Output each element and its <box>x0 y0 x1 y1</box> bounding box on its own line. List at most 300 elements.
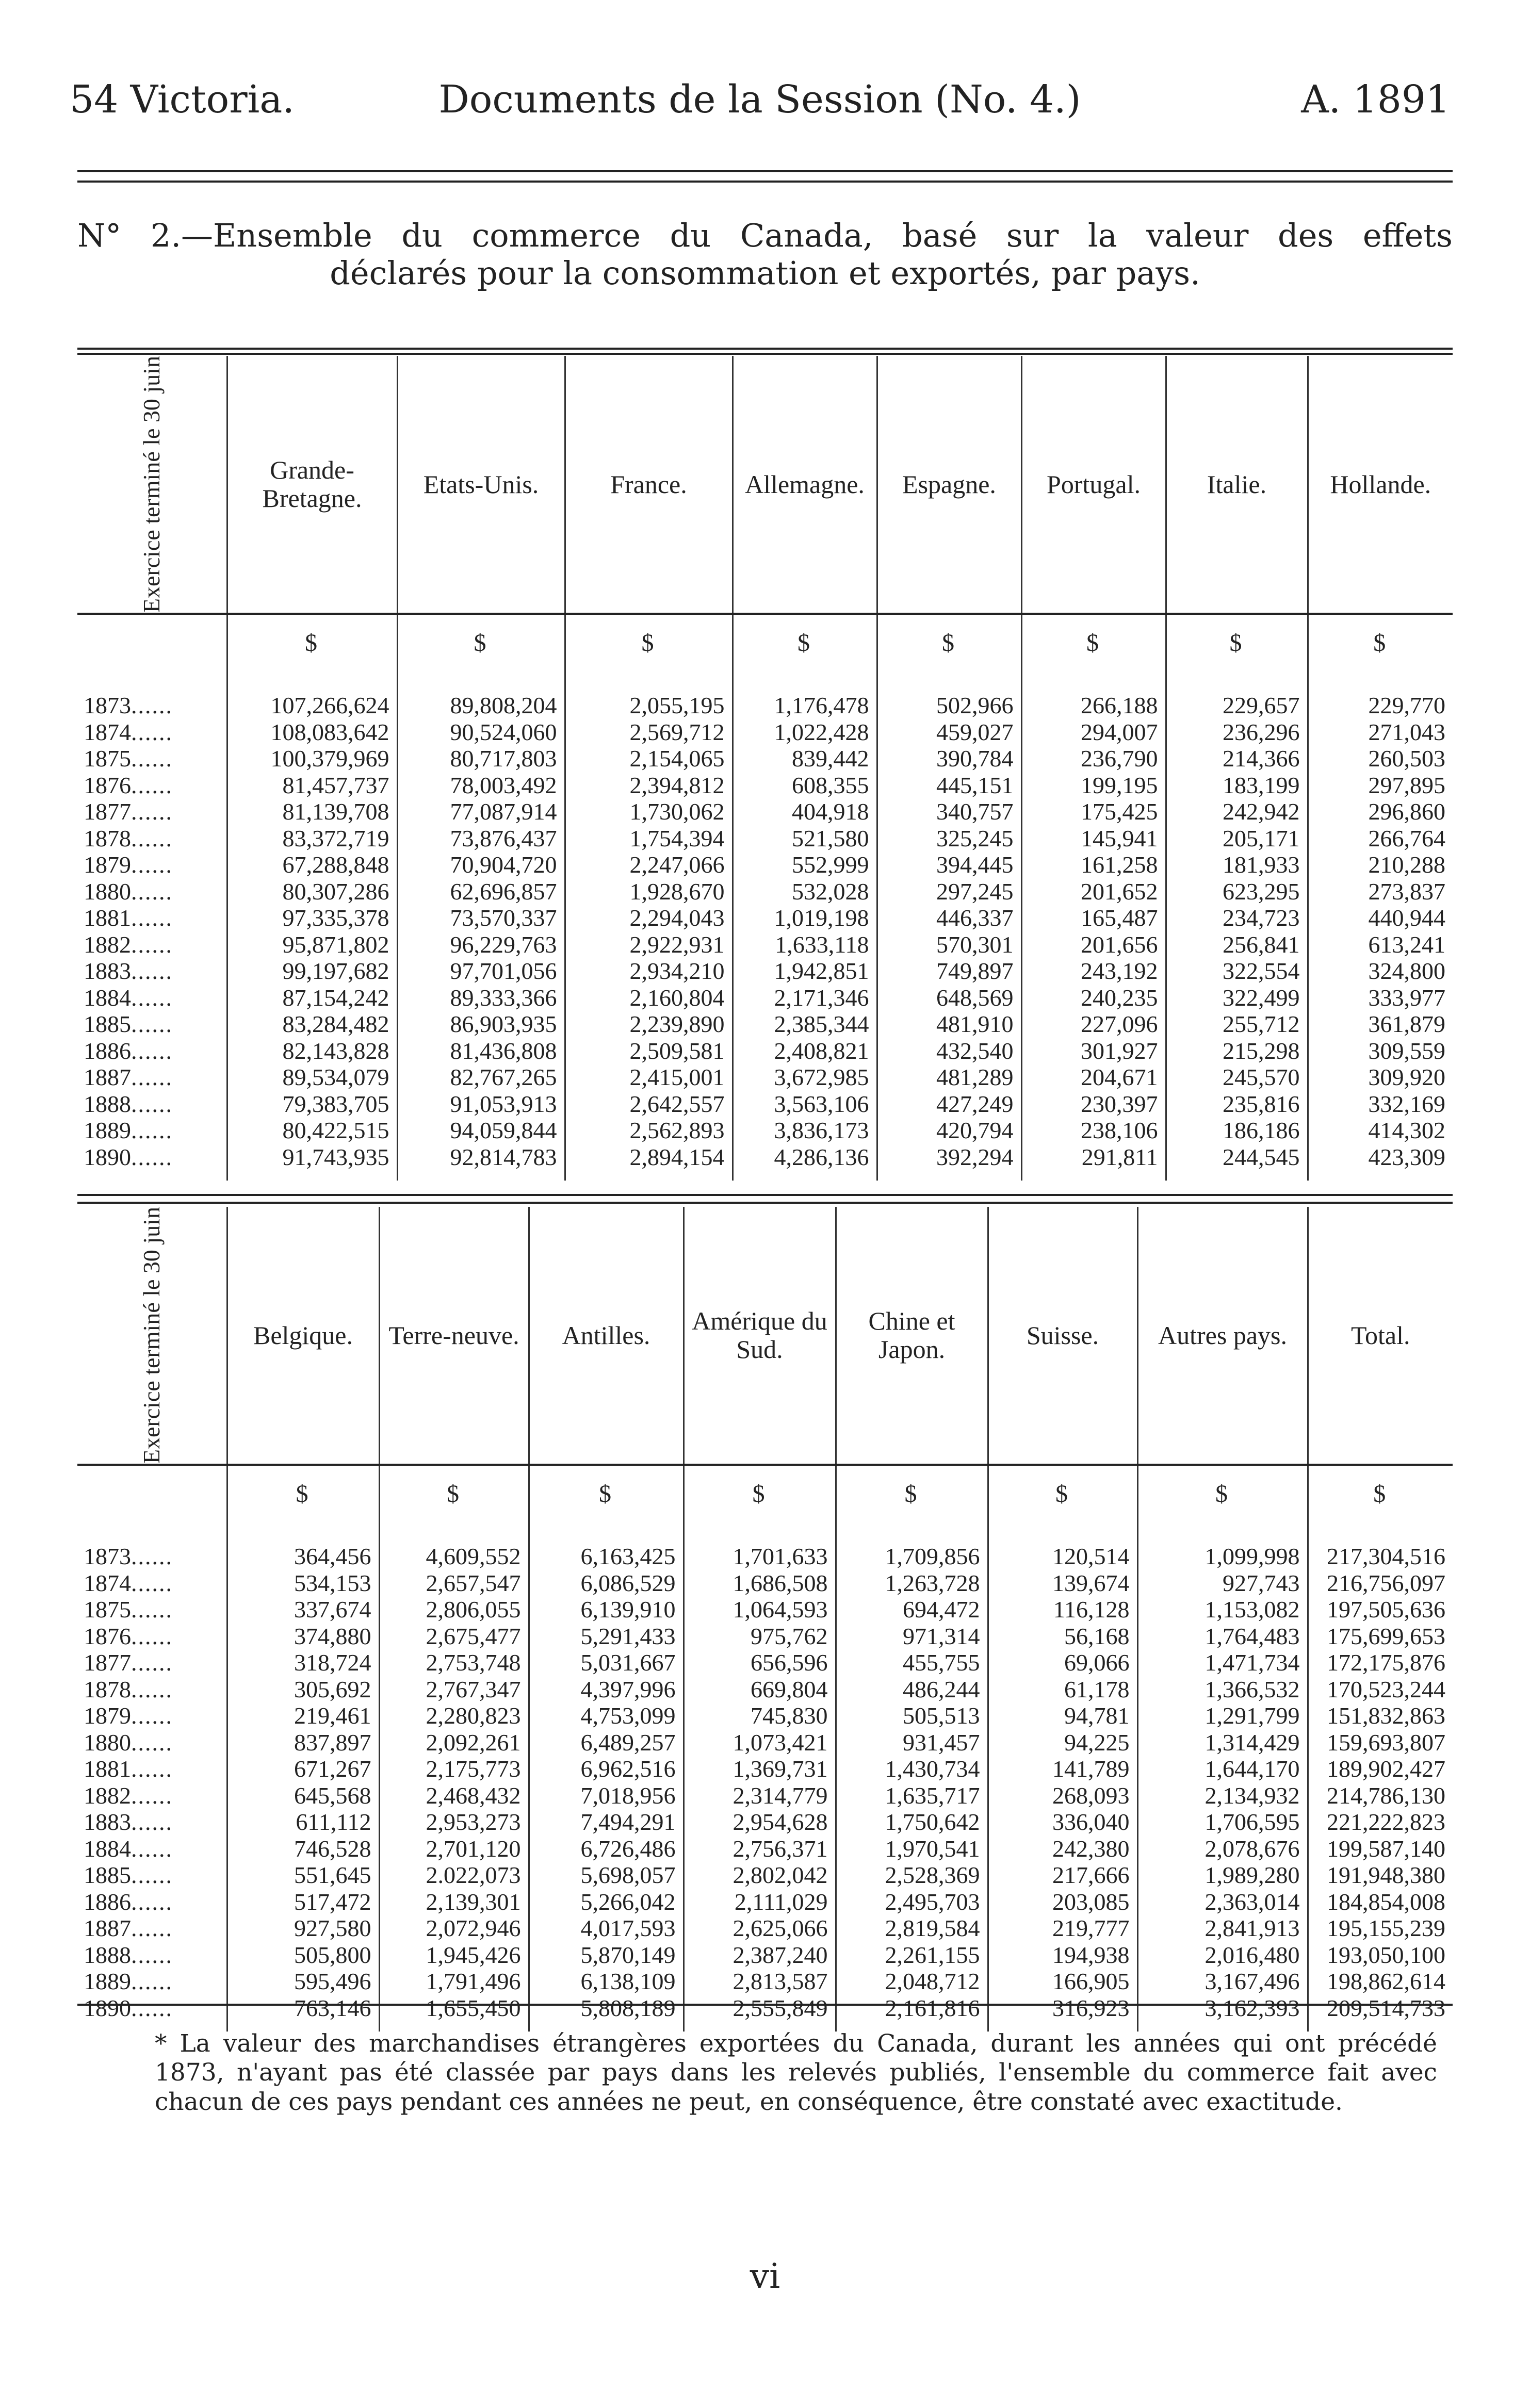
value-cell: 209,514,733 <box>1308 1995 1453 2022</box>
value-cell: 191,948,380 <box>1308 1862 1453 1889</box>
table-row <box>77 1729 1453 1756</box>
currency-symbol: $ <box>1021 614 1166 671</box>
year-cell: 1883...... <box>84 958 173 985</box>
value-cell: 763,146 <box>227 1995 379 2022</box>
value-cell: 2,055,195 <box>565 692 733 719</box>
value-cell: 2,756,371 <box>683 1836 836 1862</box>
value-cell: 4,609,552 <box>379 1543 529 1570</box>
value-cell: 1,928,670 <box>565 878 733 905</box>
header-year: A. 1891 <box>1301 77 1450 122</box>
page-title <box>77 217 1453 292</box>
value-cell: 316,923 <box>988 1995 1137 2022</box>
year-cell: 1877...... <box>84 798 173 825</box>
value-cell: 3,167,496 <box>1137 1968 1308 1995</box>
value-cell: 203,085 <box>988 1889 1137 1915</box>
table-top-rule <box>77 353 1453 355</box>
table-row <box>77 1862 1453 1889</box>
table-row <box>77 851 1453 878</box>
value-cell: 459,027 <box>877 719 1021 746</box>
value-cell: 6,086,529 <box>529 1570 683 1597</box>
header-rule <box>77 170 1453 172</box>
value-cell: 2,415,001 <box>565 1064 733 1091</box>
currency-symbol: $ <box>227 1465 379 1522</box>
value-cell: 266,188 <box>1021 692 1166 719</box>
year-cell: 1880...... <box>84 1729 173 1756</box>
column-header: Autres pays. <box>1137 1207 1308 1465</box>
value-cell: 139,674 <box>988 1570 1137 1597</box>
value-cell: 5,808,189 <box>529 1995 683 2022</box>
value-cell: 197,505,636 <box>1308 1596 1453 1623</box>
year-cell: 1882...... <box>84 1782 173 1809</box>
value-cell: 260,503 <box>1308 745 1453 772</box>
value-cell: 166,905 <box>988 1968 1137 1995</box>
value-cell: 95,871,802 <box>227 931 397 958</box>
year-cell: 1885...... <box>84 1862 173 1889</box>
table-row <box>77 1011 1453 1038</box>
currency-symbol: $ <box>988 1465 1137 1522</box>
value-cell: 2,819,584 <box>836 1915 988 1942</box>
value-cell: 1,970,541 <box>836 1836 988 1862</box>
value-cell: 97,701,056 <box>397 958 565 985</box>
value-cell: 1,754,394 <box>565 825 733 852</box>
value-cell: 361,879 <box>1308 1011 1453 1038</box>
currency-symbol: $ <box>379 1465 529 1522</box>
table-row <box>77 798 1453 825</box>
table-top-rule <box>77 348 1453 350</box>
value-cell: 611,112 <box>227 1809 379 1836</box>
value-cell: 2,753,748 <box>379 1649 529 1676</box>
value-cell: 440,944 <box>1308 905 1453 931</box>
table-row <box>77 958 1453 985</box>
table-row <box>77 931 1453 958</box>
value-cell: 340,757 <box>877 798 1021 825</box>
value-cell: 1,750,642 <box>836 1809 988 1836</box>
value-cell: 1,989,280 <box>1137 1862 1308 1889</box>
value-cell: 2,078,676 <box>1137 1836 1308 1862</box>
currency-symbol: $ <box>227 614 397 671</box>
value-cell: 151,832,863 <box>1308 1702 1453 1729</box>
value-cell: 161,258 <box>1021 851 1166 878</box>
year-cell: 1878...... <box>84 1676 173 1702</box>
value-cell: 4,286,136 <box>733 1144 877 1171</box>
value-cell: 3,563,106 <box>733 1091 877 1118</box>
currency-symbol: $ <box>877 614 1021 671</box>
table-row <box>77 1649 1453 1676</box>
page-header <box>70 77 1450 139</box>
value-cell: 91,743,935 <box>227 1144 397 1171</box>
value-cell: 1,022,428 <box>733 719 877 746</box>
value-cell: 210,288 <box>1308 851 1453 878</box>
value-cell: 656,596 <box>683 1649 836 1676</box>
value-cell: 175,699,653 <box>1308 1623 1453 1650</box>
value-cell: 6,139,910 <box>529 1596 683 1623</box>
value-cell: 2,092,261 <box>379 1729 529 1756</box>
value-cell: 337,674 <box>227 1596 379 1623</box>
value-cell: 86,903,935 <box>397 1011 565 1038</box>
value-cell: 242,380 <box>988 1836 1137 1862</box>
currency-row <box>77 614 1453 671</box>
value-cell: 7,494,291 <box>529 1809 683 1836</box>
value-cell: 229,657 <box>1166 692 1308 719</box>
value-cell: 6,138,109 <box>529 1968 683 1995</box>
value-cell: 837,897 <box>227 1729 379 1756</box>
value-cell: 244,545 <box>1166 1144 1308 1171</box>
value-cell: 181,933 <box>1166 851 1308 878</box>
value-cell: 216,756,097 <box>1308 1570 1453 1597</box>
value-cell: 2,495,703 <box>836 1889 988 1915</box>
value-cell: 3,162,393 <box>1137 1995 1308 2022</box>
value-cell: 505,513 <box>836 1702 988 1729</box>
value-cell: 1,369,731 <box>683 1756 836 1782</box>
value-cell: 242,942 <box>1166 798 1308 825</box>
value-cell: 322,499 <box>1166 985 1308 1011</box>
year-cell: 1888...... <box>84 1090 173 1117</box>
value-cell: 1,635,717 <box>836 1782 988 1809</box>
column-header: Portugal. <box>1021 356 1166 614</box>
value-cell: 175,425 <box>1021 798 1166 825</box>
value-cell: 159,693,807 <box>1308 1729 1453 1756</box>
year-cell: 1876...... <box>84 772 173 798</box>
value-cell: 2,175,773 <box>379 1756 529 1782</box>
value-cell: 1,644,170 <box>1137 1756 1308 1782</box>
value-cell: 205,171 <box>1166 825 1308 852</box>
currency-symbol: $ <box>529 1465 683 1522</box>
value-cell: 324,800 <box>1308 958 1453 985</box>
value-cell: 235,816 <box>1166 1091 1308 1118</box>
value-cell: 305,692 <box>227 1676 379 1703</box>
value-cell: 2,408,821 <box>733 1038 877 1064</box>
value-cell: 1,945,426 <box>379 1942 529 1969</box>
value-cell: 445,151 <box>877 772 1021 799</box>
title-line-1: N° 2.—Ensemble du commerce du Canada, basé sur la valeur des effets <box>77 217 1453 254</box>
value-cell: 309,559 <box>1308 1038 1453 1064</box>
value-cell: 90,524,060 <box>397 719 565 746</box>
value-cell: 2,261,155 <box>836 1942 988 1969</box>
page-number: vi <box>750 2256 780 2296</box>
table-row <box>77 1543 1453 1570</box>
value-cell: 89,534,079 <box>227 1064 397 1091</box>
value-cell: 80,422,515 <box>227 1117 397 1144</box>
value-cell: 3,672,985 <box>733 1064 877 1091</box>
value-cell: 229,770 <box>1308 692 1453 719</box>
table-row <box>77 1623 1453 1650</box>
year-cell: 1883...... <box>84 1809 173 1836</box>
value-cell: 420,794 <box>877 1117 1021 1144</box>
value-cell: 5,031,667 <box>529 1649 683 1676</box>
value-cell: 2,171,346 <box>733 985 877 1011</box>
value-cell: 623,295 <box>1166 878 1308 905</box>
value-cell: 255,712 <box>1166 1011 1308 1038</box>
year-cell: 1881...... <box>84 905 173 931</box>
column-header: Espagne. <box>877 356 1021 614</box>
value-cell: 61,178 <box>988 1676 1137 1703</box>
year-cell: 1875...... <box>84 1596 173 1623</box>
year-cell: 1873...... <box>84 692 173 719</box>
table-row <box>77 825 1453 852</box>
table-separator-rule <box>77 1202 1453 1204</box>
value-cell: 1,073,421 <box>683 1729 836 1756</box>
value-cell: 2,016,480 <box>1137 1942 1308 1969</box>
value-cell: 1,706,595 <box>1137 1809 1308 1836</box>
year-cell: 1878...... <box>84 825 173 851</box>
value-cell: 183,199 <box>1166 772 1308 799</box>
value-cell: 78,003,492 <box>397 772 565 799</box>
value-cell: 87,154,242 <box>227 985 397 1011</box>
value-cell: 79,383,705 <box>227 1091 397 1118</box>
value-cell: 2,387,240 <box>683 1942 836 1969</box>
currency-symbol: $ <box>397 614 565 671</box>
table-row <box>77 878 1453 905</box>
value-cell: 2,953,273 <box>379 1809 529 1836</box>
value-cell: 199,587,140 <box>1308 1836 1453 1862</box>
value-cell: 193,050,100 <box>1308 1942 1453 1969</box>
value-cell: 70,904,720 <box>397 851 565 878</box>
value-cell: 318,724 <box>227 1649 379 1676</box>
value-cell: 204,671 <box>1021 1064 1166 1091</box>
value-cell: 2,934,210 <box>565 958 733 985</box>
value-cell: 392,294 <box>877 1144 1021 1171</box>
value-cell: 2,161,816 <box>836 1995 988 2022</box>
currency-symbol: $ <box>1137 1465 1308 1522</box>
value-cell: 236,790 <box>1021 745 1166 772</box>
value-cell: 1,263,728 <box>836 1570 988 1597</box>
currency-symbol: $ <box>1166 614 1308 671</box>
value-cell: 141,789 <box>988 1756 1137 1782</box>
value-cell: 73,876,437 <box>397 825 565 852</box>
value-cell: 189,902,427 <box>1308 1756 1453 1782</box>
column-header: Terre-neuve. <box>379 1207 529 1465</box>
table-row <box>77 1117 1453 1144</box>
year-cell: 1875...... <box>84 745 173 772</box>
value-cell: 5,870,149 <box>529 1942 683 1969</box>
value-cell: 62,696,857 <box>397 878 565 905</box>
value-cell: 309,920 <box>1308 1064 1453 1091</box>
header-rule <box>77 181 1453 183</box>
table-row <box>77 1915 1453 1942</box>
header-document-title: Documents de la Session (No. 4.) <box>438 77 1081 122</box>
value-cell: 217,666 <box>988 1862 1137 1889</box>
table-row <box>77 1968 1453 1995</box>
value-cell: 336,040 <box>988 1809 1137 1836</box>
value-cell: 120,514 <box>988 1543 1137 1570</box>
footnote: * La valeur des marchandises étrangères exportées du Canada, durant les années qui ont précédé 1873, n'ayant pas été classée par pays dans les relevés publiés, l'ensemble du commerce fait avec chacun de ces pays pendant ces années ne peut, en conséquence, être constaté avec exactitude. <box>155 2029 1437 2116</box>
year-cell: 1874...... <box>84 718 173 745</box>
value-cell: 2,154,065 <box>565 745 733 772</box>
column-header: Amérique du Sud. <box>683 1207 836 1465</box>
value-cell: 927,743 <box>1137 1570 1308 1597</box>
value-cell: 199,195 <box>1021 772 1166 799</box>
value-cell: 214,786,130 <box>1308 1782 1453 1809</box>
value-cell: 2,239,890 <box>565 1011 733 1038</box>
value-cell: 6,962,516 <box>529 1756 683 1782</box>
value-cell: 56,168 <box>988 1623 1137 1650</box>
value-cell: 1,314,429 <box>1137 1729 1308 1756</box>
value-cell: 2,657,547 <box>379 1570 529 1597</box>
value-cell: 214,366 <box>1166 745 1308 772</box>
year-cell: 1888...... <box>84 1941 173 1968</box>
value-cell: 236,296 <box>1166 719 1308 746</box>
table-row <box>77 1038 1453 1064</box>
year-cell: 1884...... <box>84 1835 173 1862</box>
currency-row <box>77 1465 1453 1522</box>
value-cell: 2,048,712 <box>836 1968 988 1995</box>
value-cell: 97,335,378 <box>227 905 397 931</box>
value-cell: 2,139,301 <box>379 1889 529 1915</box>
value-cell: 927,580 <box>227 1915 379 1942</box>
value-cell: 301,927 <box>1021 1038 1166 1064</box>
value-cell: 694,472 <box>836 1596 988 1623</box>
value-cell: 502,966 <box>877 692 1021 719</box>
value-cell: 481,910 <box>877 1011 1021 1038</box>
value-cell: 238,106 <box>1021 1117 1166 1144</box>
value-cell: 268,093 <box>988 1782 1137 1809</box>
year-cell: 1882...... <box>84 931 173 958</box>
spacer-row <box>77 671 1453 692</box>
value-cell: 2,363,014 <box>1137 1889 1308 1915</box>
value-cell: 81,436,808 <box>397 1038 565 1064</box>
value-cell: 1,942,851 <box>733 958 877 985</box>
value-cell: 297,245 <box>877 878 1021 905</box>
value-cell: 94,225 <box>988 1729 1137 1756</box>
column-header: Belgique. <box>227 1207 379 1465</box>
value-cell: 2,802,042 <box>683 1862 836 1889</box>
value-cell: 294,007 <box>1021 719 1166 746</box>
value-cell: 83,284,482 <box>227 1011 397 1038</box>
value-cell: 296,860 <box>1308 798 1453 825</box>
value-cell: 1,176,478 <box>733 692 877 719</box>
column-header: Total. <box>1308 1207 1453 1465</box>
value-cell: 423,309 <box>1308 1144 1453 1171</box>
year-cell: 1887...... <box>84 1064 173 1091</box>
value-cell: 432,540 <box>877 1038 1021 1064</box>
currency-symbol: $ <box>1308 614 1453 671</box>
value-cell: 332,169 <box>1308 1091 1453 1118</box>
value-cell: 2,701,120 <box>379 1836 529 1862</box>
value-cell: 648,569 <box>877 985 1021 1011</box>
value-cell: 2,642,557 <box>565 1091 733 1118</box>
table-row <box>77 1064 1453 1091</box>
table-row <box>77 1570 1453 1597</box>
value-cell: 671,267 <box>227 1756 379 1782</box>
year-cell: 1879...... <box>84 851 173 878</box>
year-cell <box>77 614 227 671</box>
column-header: Chine et Japon. <box>836 1207 988 1465</box>
table-row <box>77 719 1453 746</box>
table-row <box>77 1782 1453 1809</box>
value-cell: 427,249 <box>877 1091 1021 1118</box>
value-cell: 534,153 <box>227 1570 379 1597</box>
value-cell: 215,298 <box>1166 1038 1308 1064</box>
value-cell: 2.022,073 <box>379 1862 529 1889</box>
value-cell: 394,445 <box>877 851 1021 878</box>
value-cell: 82,767,265 <box>397 1064 565 1091</box>
value-cell: 3,836,173 <box>733 1117 877 1144</box>
value-cell: 975,762 <box>683 1623 836 1650</box>
value-cell: 243,192 <box>1021 958 1166 985</box>
year-column-header: Exercice terminé le 30 juin <box>77 356 227 614</box>
value-cell: 198,862,614 <box>1308 1968 1453 1995</box>
value-cell: 91,053,913 <box>397 1091 565 1118</box>
table-row <box>77 1809 1453 1836</box>
table-row <box>77 1756 1453 1782</box>
value-cell: 2,385,344 <box>733 1011 877 1038</box>
currency-symbol: $ <box>836 1465 988 1522</box>
value-cell: 551,645 <box>227 1862 379 1889</box>
column-header: Italie. <box>1166 356 1308 614</box>
value-cell: 108,083,642 <box>227 719 397 746</box>
value-cell: 1,701,633 <box>683 1543 836 1570</box>
year-cell: 1876...... <box>84 1623 173 1649</box>
value-cell: 1,153,082 <box>1137 1596 1308 1623</box>
currency-symbol: $ <box>733 614 877 671</box>
value-cell: 80,717,803 <box>397 745 565 772</box>
table-row <box>77 985 1453 1011</box>
value-cell: 73,570,337 <box>397 905 565 931</box>
value-cell: 217,304,516 <box>1308 1543 1453 1570</box>
value-cell: 2,625,066 <box>683 1915 836 1942</box>
value-cell: 4,753,099 <box>529 1702 683 1729</box>
value-cell: 446,337 <box>877 905 1021 931</box>
value-cell: 2,072,946 <box>379 1915 529 1942</box>
value-cell: 2,528,369 <box>836 1862 988 1889</box>
column-header: Suisse. <box>988 1207 1137 1465</box>
table-row <box>77 1942 1453 1969</box>
value-cell: 81,457,737 <box>227 772 397 799</box>
year-cell: 1886...... <box>84 1037 173 1064</box>
title-line-2: déclarés pour la consommation et exportés, par pays. <box>330 254 1200 292</box>
value-cell: 2,894,154 <box>565 1144 733 1171</box>
value-cell: 227,096 <box>1021 1011 1166 1038</box>
value-cell: 297,895 <box>1308 772 1453 799</box>
value-cell: 2,509,581 <box>565 1038 733 1064</box>
value-cell: 1,633,118 <box>733 931 877 958</box>
table-bottom-rule <box>77 2004 1453 2006</box>
value-cell: 333,977 <box>1308 985 1453 1011</box>
value-cell: 570,301 <box>877 931 1021 958</box>
value-cell: 2,134,932 <box>1137 1782 1308 1809</box>
value-cell: 532,028 <box>733 878 877 905</box>
value-cell: 92,814,783 <box>397 1144 565 1171</box>
value-cell: 1,019,198 <box>733 905 877 931</box>
value-cell: 195,155,239 <box>1308 1915 1453 1942</box>
value-cell: 99,197,682 <box>227 958 397 985</box>
value-cell: 2,280,823 <box>379 1702 529 1729</box>
year-cell <box>77 1465 227 1522</box>
value-cell: 2,569,712 <box>565 719 733 746</box>
table-row <box>77 1596 1453 1623</box>
value-cell: 404,918 <box>733 798 877 825</box>
value-cell: 273,837 <box>1308 878 1453 905</box>
year-cell: 1890...... <box>84 1994 173 2021</box>
value-cell: 201,652 <box>1021 878 1166 905</box>
value-cell: 219,777 <box>988 1915 1137 1942</box>
value-cell: 2,813,587 <box>683 1968 836 1995</box>
value-cell: 1,471,734 <box>1137 1649 1308 1676</box>
value-cell: 94,059,844 <box>397 1117 565 1144</box>
value-cell: 5,698,057 <box>529 1862 683 1889</box>
value-cell: 83,372,719 <box>227 825 397 852</box>
trade-table-2 <box>77 1207 1453 2032</box>
value-cell: 245,570 <box>1166 1064 1308 1091</box>
value-cell: 172,175,876 <box>1308 1649 1453 1676</box>
year-cell: 1874...... <box>84 1569 173 1596</box>
value-cell: 2,111,029 <box>683 1889 836 1915</box>
year-cell: 1885...... <box>84 1011 173 1038</box>
value-cell: 2,767,347 <box>379 1676 529 1703</box>
value-cell: 746,528 <box>227 1836 379 1862</box>
value-cell: 455,755 <box>836 1649 988 1676</box>
value-cell: 7,018,956 <box>529 1782 683 1809</box>
